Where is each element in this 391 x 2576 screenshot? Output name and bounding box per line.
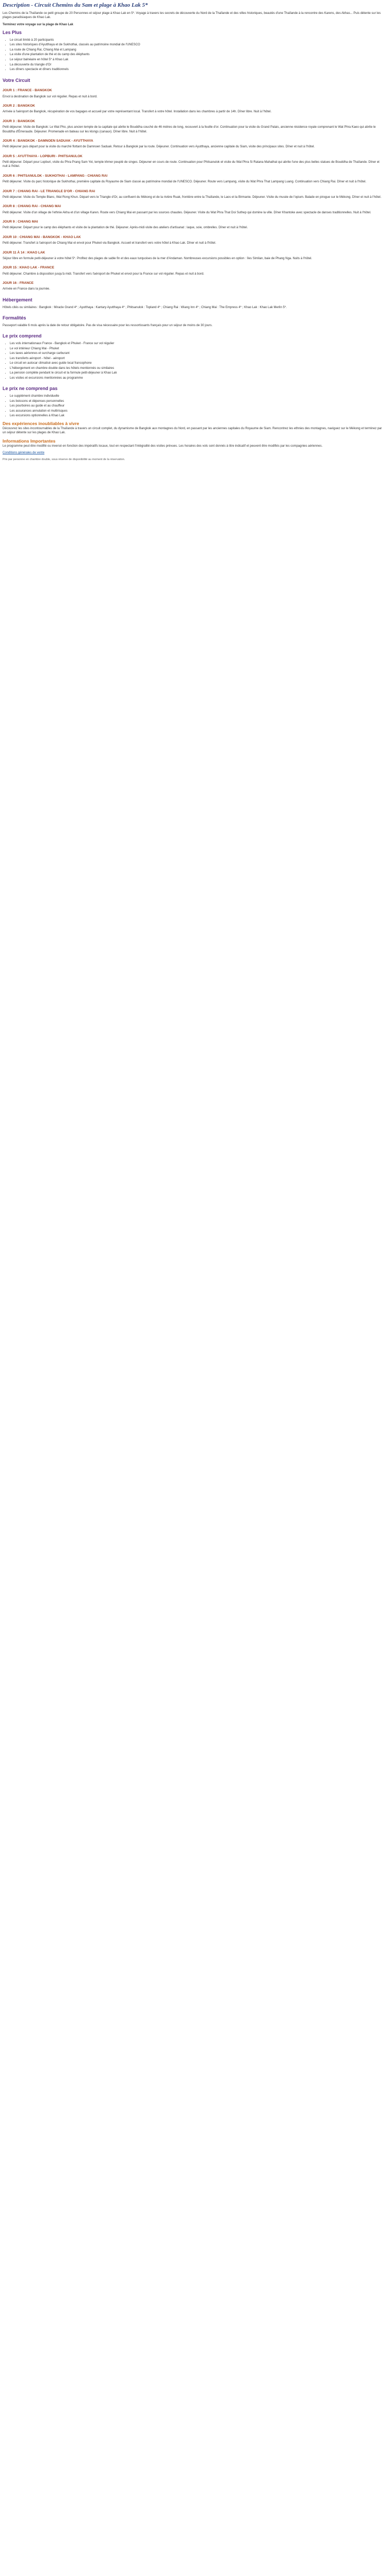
excluded-item: • Les boissons et dépenses personnelles (10, 399, 383, 404)
footer-note: Prix par personne en chambre double, sous réserve de disponibilité au moment de la réservation. (3, 457, 125, 461)
day-title: JOUR 10 : CHIANG MAI - BANGKOK - KHAO LAK (3, 235, 81, 239)
highlights-heading: Les Plus (3, 30, 22, 36)
excluded-item: • Les pourboires au guide et au chauffeur (10, 404, 383, 409)
day-text: Séjour libre en formule petit-déjeuner à votre hôtel 5*. Profitez des plages de sable fin et des eaux turquoises de la mer d'Andaman. Nombreuses excursions possibles en option : îles Similan, baie de Phang Nga. Nuits à l'hôtel. (3, 257, 312, 260)
terms-link[interactable]: Conditions générales de vente (3, 451, 45, 455)
included-list (3, 342, 383, 380)
day-title: JOUR 4 : BANGKOK - DAMNOEN SADUAK - AYUTTHAYA (3, 139, 93, 143)
day-text: Petit déjeuner. Visite du Temple Blanc, Wat Rong Khun. Départ vers le Triangle d'Or, au confluent du Mékong et de la rivière Ruak, frontière entre la Thaïlande, le Laos et la Birmanie. Déjeuner. Visite du musée de l'opium. Balade en pirogue sur le Mékong. Dîner et nuit à l'hôtel. (3, 195, 382, 199)
day-text: Arrivée à l'aéroport de Bangkok, récupération de vos bagages et accueil par votre représentant local. Transfert à votre hôtel. Installation dans les chambres à partir de 14h. Dîner libre. Nuit à l'hôtel. (3, 110, 272, 114)
page-title: Description - Circuit Chemins du Sam et plage à Khao Lak 5* (3, 2, 148, 8)
included-item: • L'hébergement en chambre double dans les hôtels mentionnés ou similaires (10, 366, 383, 371)
experiences-heading: Des expériences inoubliables à vivre (3, 420, 79, 426)
formalities-heading: Formalités (3, 315, 26, 321)
highlight-item: • La visite d'une plantation de thé et du camp des éléphants (10, 53, 383, 57)
day-text: Petit déjeuner. Chambre à disposition jusqu'à midi. Transfert vers l'aéroport de Phuket et envol pour la France sur vol régulier. Repas et nuit à bord. (3, 272, 204, 276)
info-heading: Informations Importantes (3, 438, 56, 444)
intro-text: Les Chemins de la Thaïlande ce petit groupe de 20 Personnes et séjour plage à Khao Lak en 5*. Voyage à travers les secrets de découverte du Nord de la Thaïlande et des villes historiques, beautés d'une Thaïlande à la rencontre des Karens, des Akhas... Puis détente sur les plages paradisiaques de Khao Lak. (3, 11, 381, 20)
highlight-item: • Le circuit limité à 20 participants (10, 38, 383, 43)
intro-text-2: Terminez votre voyage sur la plage de Khao Lak (3, 23, 73, 26)
day-title: JOUR 8 : CHIANG RAI - CHIANG MAI (3, 205, 61, 209)
excluded-heading: Le prix ne comprend pas (3, 386, 58, 392)
excluded-item: • Les assurances annulation et multirisques (10, 409, 383, 414)
included-item: • Les vols internationaux France - Bangkok et Phuket - France sur vol régulier (10, 342, 383, 346)
day-text: Petit déjeuner. Transfert à l'aéroport de Chiang Mai et envol pour Phuket via Bangkok. Accueil et transfert vers votre hôtel à Khao Lak. Dîner et nuit à l'hôtel. (3, 242, 216, 245)
day-title: JOUR 3 : BANGKOK (3, 119, 35, 123)
day-title: JOUR 2 : BANGKOK (3, 104, 35, 108)
day-title: JOUR 7 : CHIANG RAI - LE TRIANGLE D'OR - CHIANG RAI (3, 189, 95, 193)
day-text: Petit déjeuner. Visite de Bangkok: Le Wat Pho, plus ancien temple de la capitale qui abrite le Bouddha couché de 46 mètres de long, recouvert à la feuille d'or. Continuation pour la visite du Grand Palais, ancienne résidence royale comprenant le Wat Phra Kaeo qui abrite le Bouddha d'Émeraude. Déjeuner. Promenade en bateau sur les klongs (canaux). Dîner libre. Nuit à l'hôtel. (3, 125, 376, 133)
included-heading: Le prix comprend (3, 333, 42, 339)
highlight-item: • Les sites historiques d'Ayutthaya et de Sukhothai, classés au patrimoine mondial de l'UNESCO (10, 43, 383, 47)
included-item: • Les visites et excursions mentionnées au programme (10, 376, 383, 381)
info-text: Le programme peut être modifié ou inversé en fonction des impératifs locaux, tout en respectant l'intégralité des visites prévues. Les horaires des vols sont donnés à titre indicatif et peuvent être modifiés par les compagnies aériennes. (3, 444, 323, 448)
highlight-item: • La découverte du triangle d'Or (10, 63, 383, 67)
day-title: JOUR 5 : AYUTTHAYA - LOPBURI - PHITSANULOK (3, 154, 83, 158)
day-text: Petit déjeuner. Départ pour Lopburi, visite du Phra Prang Sam Yot, temple khmer peuplé de singes. Déjeuner en cours de route. Continuation pour Phitsanulok et visite du Wat Phra Si Ratana Mahathat qui abrite l'une des plus belles statues de Bouddha de Thaïlande. Dîner et nuit à l'hôtel. (3, 160, 380, 168)
day-title: JOUR 11 À 14 : KHAO LAK (3, 250, 45, 255)
day-title: JOUR 16 : FRANCE (3, 281, 34, 285)
included-item: • Les transferts aéroport - hôtel - aéroport (10, 357, 383, 361)
day-title: JOUR 6 : PHITSANULOK - SUKHOTHAI - LAMPANG - CHIANG RAI (3, 174, 108, 178)
formalities-text: Passeport valable 6 mois après la date de retour obligatoire. Pas de visa nécessaire pour les ressortissants français pour un séjour de moins de 30 jours. (3, 324, 213, 327)
included-item: • La pension complète pendant le circuit et la formule petit-déjeuner à Khao Lak (10, 371, 383, 376)
day-title: JOUR 15 : KHAO LAK - FRANCE (3, 266, 55, 270)
day-title: JOUR 9 : CHIANG MAI (3, 220, 38, 224)
excluded-item: • Le supplément chambre individuelle (10, 394, 383, 399)
highlights-list (3, 38, 383, 72)
highlight-item: • La route de Chiang Rai, Chiang Mai et Lampang (10, 48, 383, 53)
day-text: Envol à destination de Bangkok sur vol régulier. Repas et nuit à bord. (3, 95, 97, 98)
day-text: Petit déjeuner puis départ pour la visite du marché flottant de Damnoen Saduak. Retour à Bangkok par la route. Déjeuner. Continuation vers Ayutthaya, ancienne capitale du Siam, visite des principaux sites. Dîner et nuit à l'hôtel. (3, 145, 315, 149)
hotels-text: Hôtels cités ou similaires : Bangkok : Miracle Grand 4* ; Ayutthaya : Kantary Ayutthaya 4* ; Phitsanulok : Topland 4* ; Chiang Rai : Wiang Inn 4* ; Chiang Mai : The Empress 4* ; Khao Lak : Khao Lak Merlin 5*. (3, 306, 287, 309)
day-title: JOUR 1 : FRANCE - BANGKOK (3, 89, 52, 93)
experiences-text: Découvrez les sites incontournables de la Thaïlande à travers un circuit complet, du dynamisme de Bangkok aux montagnes du Nord, en passant par les anciennes capitales du Royaume de Siam. Rencontrez les ethnies des montagnes, naviguez sur le Mékong et terminez par un séjour détente sur les plages de Khao Lak. (3, 427, 382, 435)
day-text: Petit déjeuner. Visite du parc historique de Sukhothai, première capitale du Royaume de Siam classé au patrimoine mondial de l'UNESCO. Déjeuner. Route vers Lampang, visite du Wat Phra That Lampang Luang. Continuation vers Chiang Rai. Dîner et nuit à l'hôtel. (3, 180, 366, 184)
hotels-heading: Hébergement (3, 297, 32, 302)
excluded-list (3, 394, 383, 418)
highlight-item: • Les dîners spectacle et dîners traditionnels (10, 67, 383, 72)
itinerary (3, 88, 383, 292)
included-item: • Le vol intérieur Chiang Mai - Phuket (10, 347, 383, 351)
day-text: Arrivée en France dans la journée. (3, 287, 51, 291)
included-item: • Les taxes aériennes et surcharge carburant (10, 351, 383, 356)
itinerary-heading: Votre Circuit (3, 77, 30, 83)
page (0, 0, 386, 468)
day-text: Petit déjeuner. Visite d'un village de l'ethnie Akha et d'un village Karen. Route vers Chiang Mai en passant par les sources chaudes. Déjeuner. Visite du Wat Phra That Doi Suthep qui domine la ville. Dîner Khantoke avec spectacle de danses traditionnelles. Nuit à l'hôtel. (3, 211, 371, 214)
day-text: Petit déjeuner. Départ pour le camp des éléphants et visite de la plantation de thé. Déjeuner. Après-midi visite des ateliers d'artisanat : laque, soie, ombrelles. Dîner et nuit à l'hôtel. (3, 226, 248, 230)
excluded-item: • Les excursions optionnelles à Khao Lak (10, 414, 383, 418)
included-item: • Le circuit en autocar climatisé avec guide local francophone (10, 361, 383, 366)
highlight-item: • Le séjour balnéaire en hôtel 5* à Khao Lak (10, 58, 383, 62)
